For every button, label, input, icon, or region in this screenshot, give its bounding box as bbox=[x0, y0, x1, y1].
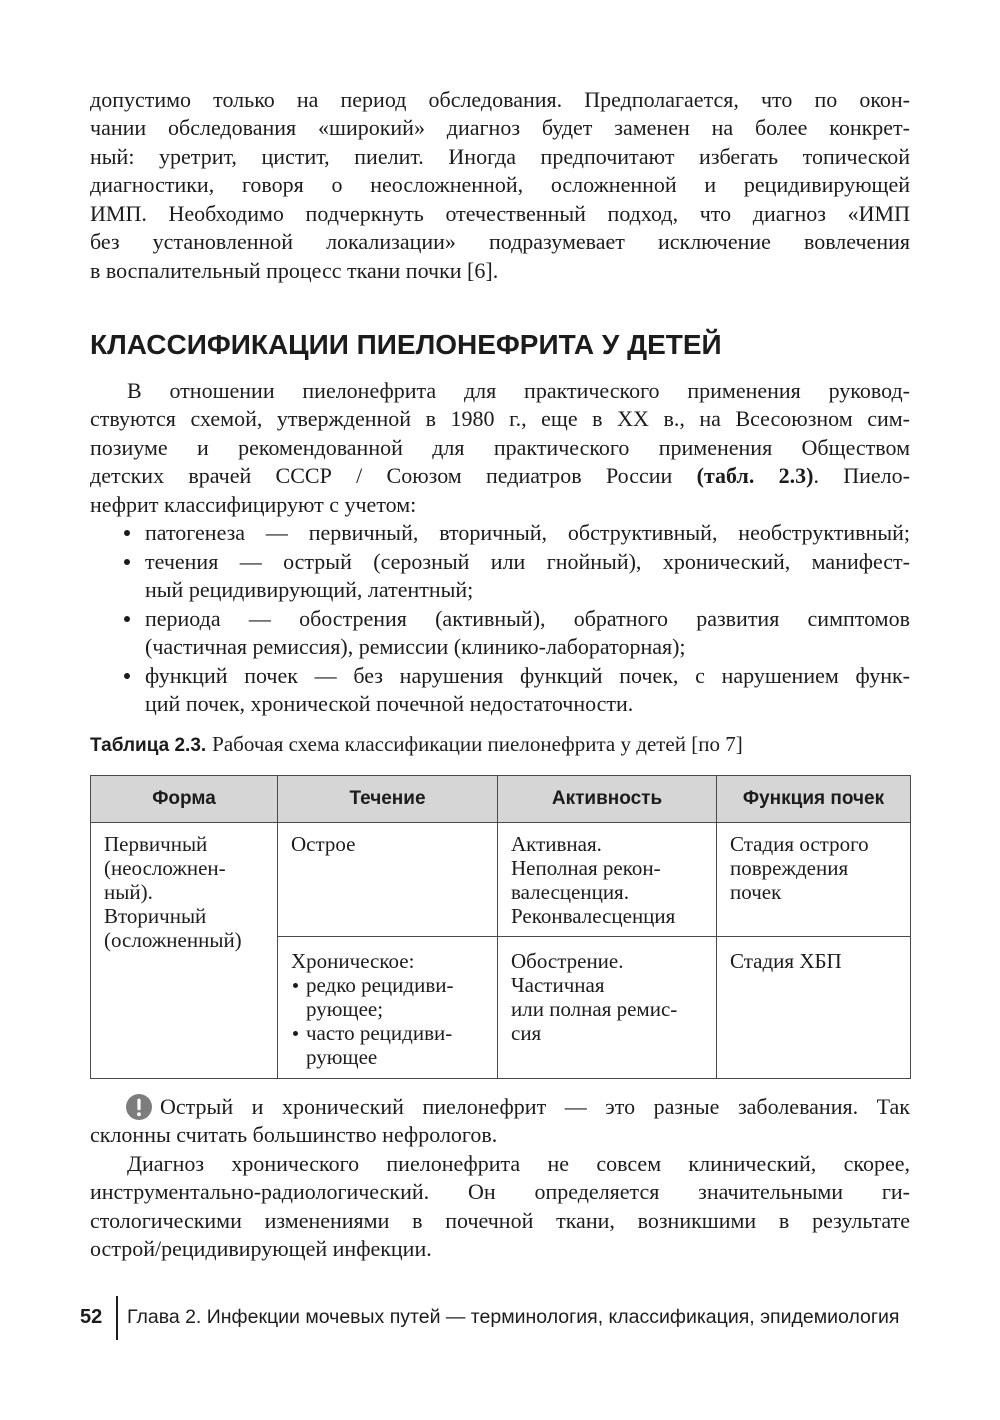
text-line: допустимо только на период обследования. Предполагается, что по окон- bbox=[90, 86, 910, 112]
note-line: Острый и хронический пиелонефрит — это разные заболевания. Так bbox=[160, 1093, 910, 1119]
cell-line: почек bbox=[730, 880, 782, 904]
cell-list-item bbox=[291, 973, 487, 1021]
cell-line: (неосложнен- bbox=[104, 856, 226, 880]
text-line: ный: уретрит, цистит, пиелит. Иногда предпочитают избегать топической bbox=[90, 143, 910, 169]
note-and-closing bbox=[90, 1093, 910, 1264]
table-reference: (табл. 2.3) bbox=[696, 463, 814, 489]
text-line: острой/рецидивирующей инфекции. bbox=[90, 1236, 432, 1262]
text-line-with-table-reference bbox=[90, 462, 910, 491]
table-caption bbox=[90, 731, 743, 757]
text-line: нефрит классифицируют с учетом: bbox=[90, 491, 417, 517]
cell-line: валесценция. bbox=[511, 880, 629, 904]
table-header-row bbox=[91, 776, 911, 823]
cell-course-acute bbox=[278, 823, 498, 937]
cell-kidney-function-acute bbox=[717, 823, 911, 937]
text-line: Диагноз хронического пиелонефрита не совсем клинический, скорее, bbox=[127, 1150, 910, 1176]
text-line: (частичная ремиссия), ремиссии (клинико-лабораторная); bbox=[145, 634, 686, 660]
cell-form bbox=[91, 823, 278, 1079]
text-line: инструментально-радиологический. Он определяется значительными ги- bbox=[90, 1179, 910, 1205]
cell-line: Хроническое: bbox=[291, 949, 415, 973]
list-item bbox=[90, 605, 910, 662]
cell-line: Острое bbox=[291, 832, 356, 856]
cell-line: рующее bbox=[306, 1045, 378, 1069]
cell-line: часто рецидиви- bbox=[306, 1021, 453, 1045]
header-course: Течение bbox=[278, 776, 498, 823]
bullet-icon bbox=[124, 530, 130, 536]
section-paragraph bbox=[90, 377, 910, 719]
text-segment: детских врачей СССР / Союзом педиатров России bbox=[90, 463, 697, 489]
text-line: ций почек, хронической почечной недостаточности. bbox=[145, 691, 634, 717]
list-item bbox=[90, 519, 910, 548]
text-line: ИМП. Необходимо подчеркнуть отечественный подход, что диагноз «ИМП bbox=[90, 200, 910, 226]
table-caption-title: Рабочая схема классификации пиелонефрита у детей [по 7] bbox=[212, 732, 743, 756]
text-segment: . Пиело- bbox=[813, 463, 910, 489]
cell-line: ный). bbox=[104, 880, 153, 904]
text-line: стологическими изменениями в почечной ткани, возникшими в результате bbox=[90, 1207, 910, 1233]
page-number: 52 bbox=[80, 1306, 103, 1328]
cell-list-item bbox=[291, 1021, 487, 1069]
cell-activity-acute bbox=[498, 823, 717, 937]
cell-line: Стадия ХБП bbox=[730, 949, 842, 973]
cell-line: Активная. bbox=[511, 832, 602, 856]
cell-activity-chronic bbox=[498, 937, 717, 1079]
text-line: ный рецидивирующий, латентный; bbox=[145, 577, 474, 603]
cell-line: рующее; bbox=[306, 997, 384, 1021]
intro-paragraph bbox=[90, 86, 910, 286]
cell-kidney-function-chronic bbox=[717, 937, 911, 1079]
bullet-icon bbox=[124, 673, 130, 679]
list-item bbox=[90, 548, 910, 605]
footer-divider bbox=[116, 1296, 118, 1340]
cell-line: Частичная bbox=[511, 973, 605, 997]
text-line: чании обследования «широкий» диагноз будет заменен на более конкрет- bbox=[90, 115, 910, 141]
text-line: позиуме и рекомендованной для практического применения Обществом bbox=[90, 434, 910, 460]
exclamation-icon bbox=[126, 1094, 152, 1120]
cell-line: или полная ремис- bbox=[511, 997, 678, 1021]
header-form: Форма bbox=[91, 776, 278, 823]
text-line: течения — острый (серозный или гнойный), хронический, манифест- bbox=[145, 548, 910, 574]
bullet-icon bbox=[293, 1031, 298, 1036]
text-line: в воспалительный процесс ткани почки [6]. bbox=[90, 257, 499, 283]
table-row bbox=[91, 823, 911, 937]
classification-criteria-list bbox=[90, 519, 910, 719]
text-line: без установленной локализации» подразумевает исключение вовлечения bbox=[90, 229, 910, 255]
running-title: Глава 2. Инфекции мочевых путей — терминология, классификация, эпидемиология bbox=[127, 1306, 900, 1328]
table-caption-label: Таблица 2.3. bbox=[90, 735, 207, 756]
cell-line: Неполная рекон- bbox=[511, 856, 661, 880]
cell-line: редко рецидиви- bbox=[306, 973, 454, 997]
cell-line: повреждения bbox=[730, 856, 849, 880]
header-kidney-function: Функция почек bbox=[717, 776, 911, 823]
classification-table bbox=[90, 775, 911, 1079]
cell-line: Стадия острого bbox=[730, 832, 869, 856]
cell-course-chronic bbox=[278, 937, 498, 1079]
cell-line: (осложненный) bbox=[104, 928, 242, 952]
text-line: функций почек — без нарушения функций почек, с нарушением функ- bbox=[145, 662, 910, 688]
bullet-icon bbox=[293, 983, 298, 988]
text-line: периода — обострения (активный), обратного развития симптомов bbox=[145, 605, 910, 631]
text-line: диагностики, говоря о неосложненной, осложненной и рецидивирующей bbox=[90, 172, 910, 198]
bullet-icon bbox=[124, 559, 130, 565]
bullet-icon bbox=[124, 616, 130, 622]
cell-line: сия bbox=[511, 1021, 542, 1045]
cell-line: Первичный bbox=[104, 832, 208, 856]
cell-line: Обострение. bbox=[511, 949, 624, 973]
text-line: В отношении пиелонефрита для практического применения руковод- bbox=[127, 377, 910, 403]
header-activity: Активность bbox=[498, 776, 717, 823]
section-heading: КЛАССИФИКАЦИИ ПИЕЛОНЕФРИТА У ДЕТЕЙ bbox=[90, 329, 722, 360]
text-line: патогенеза — первичный, вторичный, обструктивный, необструктивный; bbox=[145, 520, 910, 546]
text-line: ствуются схемой, утвержденной в 1980 г., еще в XX в., на Всесоюзном сим- bbox=[90, 406, 910, 432]
cell-line: Вторичный bbox=[104, 904, 207, 928]
cell-line: Реконвалесценция bbox=[511, 904, 676, 928]
list-item bbox=[90, 662, 910, 719]
note-line: склонны считать большинство нефрологов. bbox=[90, 1122, 498, 1148]
